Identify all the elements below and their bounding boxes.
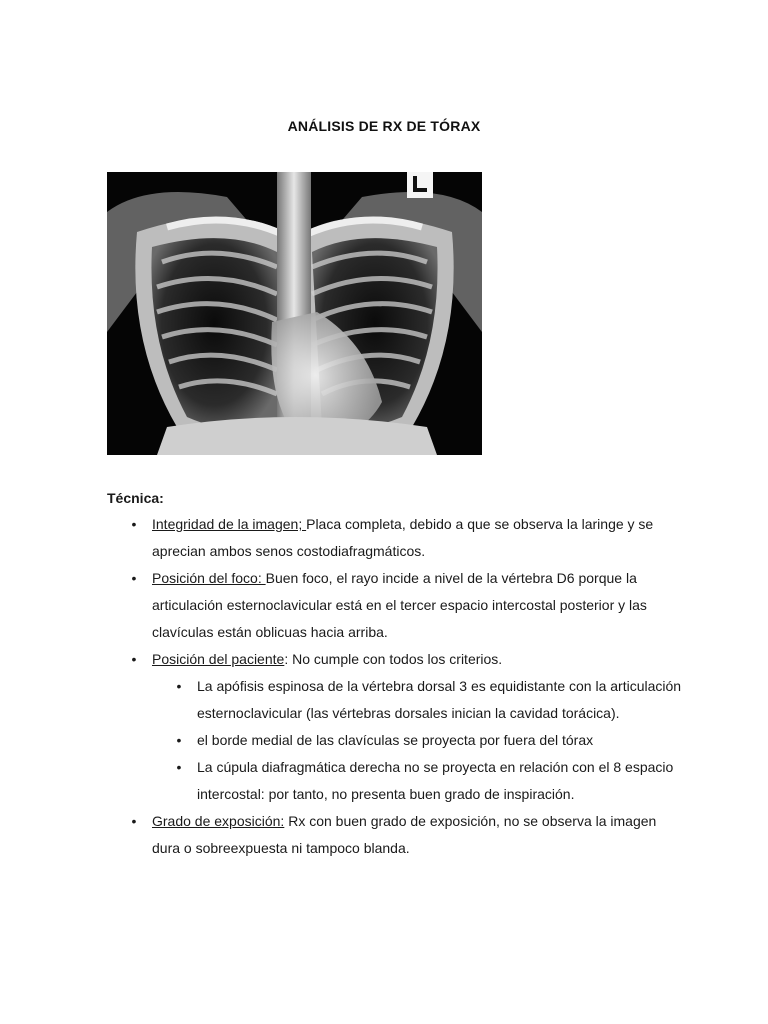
list-item — [107, 511, 687, 565]
bullet-icon: • — [131, 516, 137, 532]
sub-item-text: La cúpula diafragmática derecha no se proyecta en relación con el 8 espacio intercostal: por tanto, no presenta buen grado de inspiración. — [197, 759, 674, 802]
list-item — [107, 646, 687, 673]
item-label: Posición del foco: — [152, 570, 266, 586]
sub-item-text: el borde medial de las clavículas se proyecta por fuera del tórax — [197, 732, 594, 748]
item-label: Grado de exposición: — [152, 813, 285, 829]
section-heading-tecnica: Técnica: — [107, 490, 164, 506]
item-text: Rx con buen grado de exposición, no se observa la imagen dura o sobreexpuesta ni tampoco blanda. — [152, 813, 657, 856]
chest-xray-image — [107, 172, 482, 455]
sub-list-item — [107, 754, 687, 808]
technique-list — [107, 511, 687, 862]
sub-list-item — [107, 727, 687, 754]
item-text: Placa completa, debido a que se observa la laringe y se aprecian ambos senos costodiafragmáticos. — [152, 516, 654, 559]
bullet-icon: • — [176, 759, 182, 775]
list-item — [107, 808, 687, 862]
item-label: Posición del paciente — [152, 651, 285, 667]
bullet-icon: • — [176, 732, 182, 748]
sub-item-text: La apófisis espinosa de la vértebra dorsal 3 es equidistante con la articulación esternoclavicular (las vértebras dorsales inician la cavidad torácica). — [197, 678, 682, 721]
bullet-icon: • — [131, 651, 137, 667]
bullet-icon: • — [176, 678, 182, 694]
bullet-icon: • — [131, 570, 137, 586]
item-text: : No cumple con todos los criterios. — [284, 651, 503, 667]
bullet-icon: • — [131, 813, 137, 829]
document-title: ANÁLISIS DE RX DE TÓRAX — [287, 118, 481, 134]
list-item — [107, 565, 687, 646]
item-text: Buen foco, el rayo incide a nivel de la vértebra D6 porque la articulación esternoclavicular está en el tercer espacio intercostal posterior y las clavículas están oblicuas hacia arriba. — [152, 570, 647, 640]
sub-list-item — [107, 673, 687, 727]
item-label: Integridad de la imagen; — [152, 516, 307, 532]
